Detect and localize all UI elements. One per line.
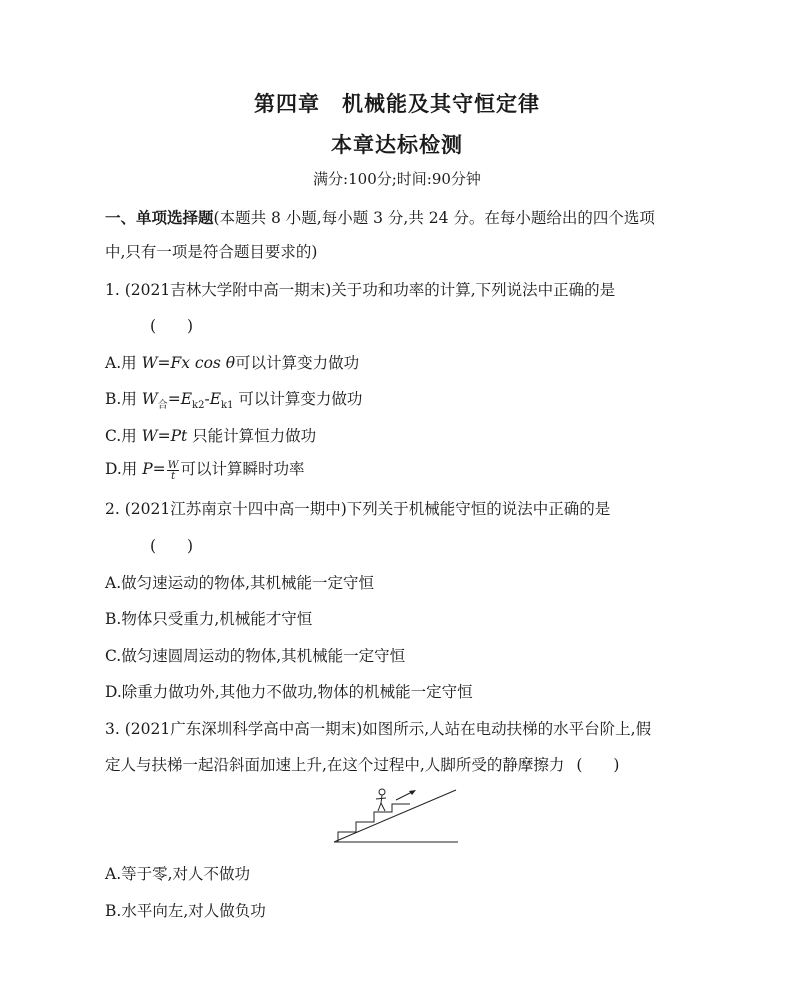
q1-a-prefix: A.用	[105, 354, 142, 372]
escalator-steps	[338, 804, 410, 842]
person-leg-left	[378, 803, 381, 811]
q1-d-suffix: 可以计算瞬时功率	[180, 460, 305, 478]
q3-stem-line1: 3. (2021广东深圳科学高中高一期末)如图所示,人站在电动扶梯的水平台阶上,假	[105, 720, 652, 738]
q1-b-eq: =	[167, 390, 181, 408]
q2-option-d: D.除重力做功外,其他力不做功,物体的机械能一定守恒	[105, 683, 473, 701]
q1-b-wsub: 合	[157, 400, 168, 412]
chapter-name: 机械能及其守恒定律	[342, 92, 540, 116]
section-heading-line	[105, 206, 655, 228]
q3-stem-line2	[105, 753, 619, 775]
q2-option-a: A.做匀速运动的物体,其机械能一定守恒	[105, 574, 375, 592]
q1-b-minus: -	[204, 390, 210, 408]
q1-d-p: P=	[142, 460, 166, 478]
q1-b-e1sub: k2	[192, 400, 205, 412]
chapter-number: 第四章	[254, 92, 320, 116]
section-note-2: 中,只有一项是符合题目要求的)	[105, 243, 318, 261]
page-subtitle: 本章达标检测	[331, 133, 463, 157]
q2-answer-paren: ( )	[150, 537, 194, 555]
q1-option-b	[105, 387, 362, 411]
q1-option-d	[105, 457, 304, 481]
q1-option-c	[105, 424, 316, 446]
person-arm	[376, 798, 386, 799]
q1-d-prefix: D.用	[105, 460, 143, 478]
q1-b-e2sub: k1	[221, 400, 234, 412]
q1-b-prefix: B.用	[105, 390, 142, 408]
q3-option-b: B.水平向左,对人做负功	[105, 902, 266, 920]
q1-a-formula: W=Fx cos θ	[141, 354, 236, 372]
q2-option-c: C.做匀速圆周运动的物体,其机械能一定守恒	[105, 647, 406, 665]
q3-stem-line2-text: 定人与扶梯一起沿斜面加速上升,在这个过程中,人脚所受的静摩擦力	[105, 756, 565, 774]
q1-stem: 1. (2021吉林大学附中高一期末)关于功和功率的计算,下列说法中正确的是	[105, 281, 616, 299]
q1-c-suffix: 只能计算恒力做功	[187, 427, 317, 445]
q1-answer-paren: ( )	[150, 317, 194, 335]
q1-a-suffix: 可以计算变力做功	[235, 354, 360, 372]
person-body	[381, 795, 382, 803]
incline-line	[334, 790, 456, 842]
q1-b-suffix: 可以计算变力做功	[233, 390, 363, 408]
q1-c-formula: W=Pt	[141, 427, 188, 445]
q1-option-a	[105, 351, 359, 373]
q1-d-fraction	[167, 460, 180, 481]
q1-d-num: W	[167, 458, 179, 471]
q2-stem: 2. (2021江苏南京十四中高一期中)下列关于机械能守恒的说法中正确的是	[105, 500, 611, 518]
q1-d-den: t	[170, 469, 176, 482]
q1-c-prefix: C.用	[105, 427, 142, 445]
q1-b-e1: E	[180, 390, 193, 408]
section-heading: 一、单项选择题	[105, 209, 214, 227]
q3-option-a: A.等于零,对人不做功	[105, 865, 251, 883]
q2-option-b: B.物体只受重力,机械能才守恒	[105, 610, 313, 628]
chapter-title	[0, 88, 794, 118]
section-note-1: (本题共 8 小题,每小题 3 分,共 24 分。在每小题给出的四个选项	[213, 209, 655, 227]
q3-answer-paren: ( )	[576, 756, 620, 774]
q1-b-w: W	[141, 390, 158, 408]
person-head	[379, 789, 385, 795]
exam-meta: 满分:100分;时间:90分钟	[313, 170, 481, 188]
person-leg-right	[381, 803, 385, 811]
q1-b-e2: E	[209, 390, 222, 408]
escalator-figure	[330, 786, 462, 846]
